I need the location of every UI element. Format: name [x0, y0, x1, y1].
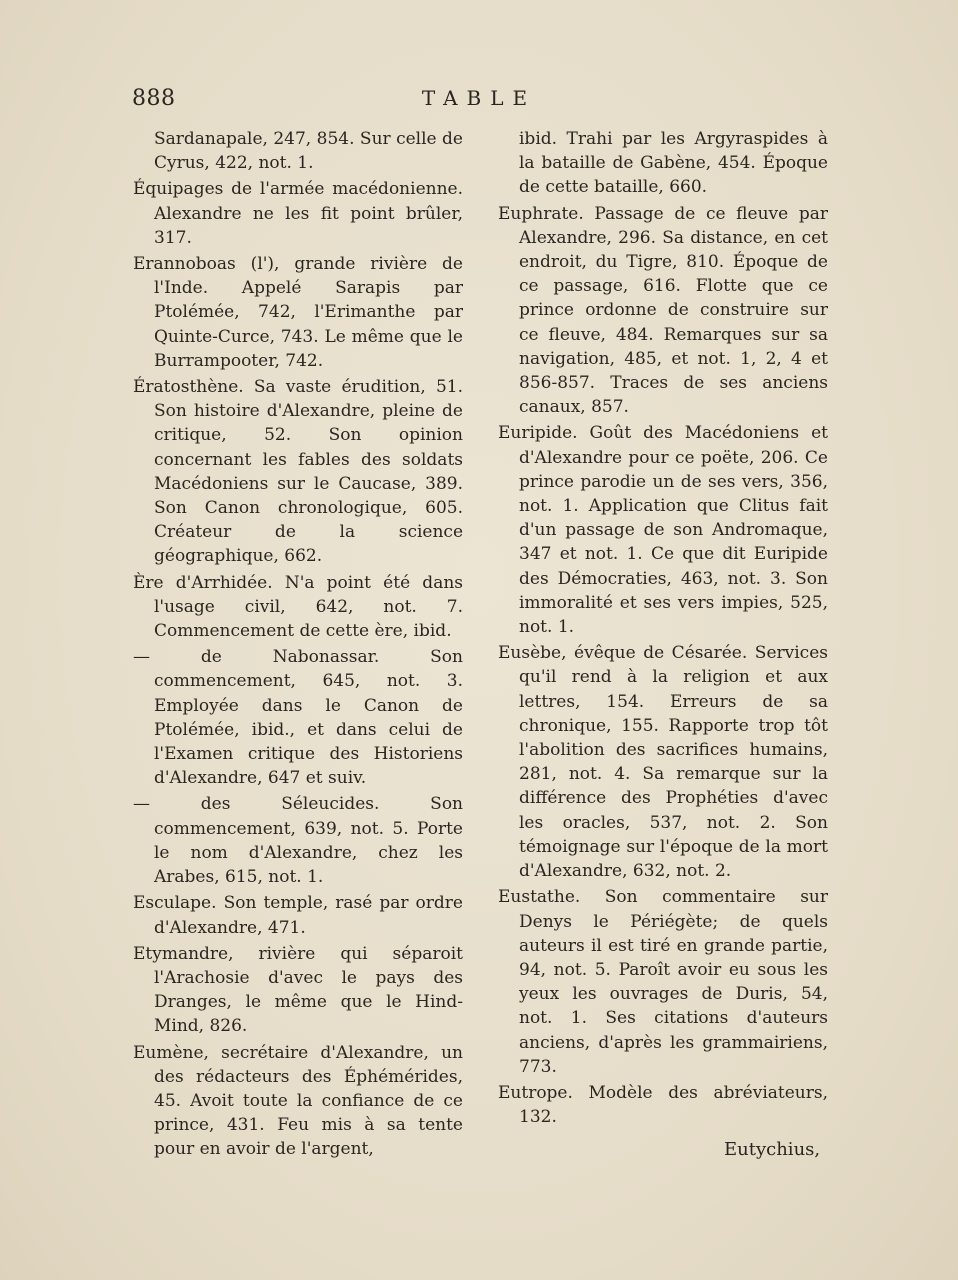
index-entry: Etymandre, rivière qui séparoit l'Arachosie d'avec le pays des Dranges, le même que le Hind-Mind, 826.: [133, 943, 463, 1037]
index-column-left: [133, 127, 463, 1164]
index-entry: Équipages de l'armée macédonienne. Alexandre ne les fit point brûler, 317.: [133, 179, 463, 248]
index-entry: Ératosthène. Sa vaste érudition, 51. Son histoire d'Alexandre, pleine de critique, 52. Son opinion concernant les fables des soldats Macédoniens sur le Caucase, 389. Son Canon chronologique, 605. Créateur de la science géographique, 662.: [133, 377, 463, 567]
index-entry: — des Séleucides. Son commencement, 639, not. 5. Porte le nom d'Alexandre, chez les Arabes, 615, not. 1.: [133, 794, 463, 888]
index-entry: ibid. Trahi par les Argyraspides à la bataille de Gabène, 454. Époque de cette bataille, 660.: [519, 129, 828, 198]
catchword: Eutychius,: [724, 1139, 821, 1160]
index-entry: Sardanapale, 247, 854. Sur celle de Cyrus, 422, not. 1.: [154, 129, 463, 174]
index-entry: Eustathe. Son commentaire sur Denys le Périégète; de quels auteurs il est tiré en grande partie, 94, not. 5. Paroît avoir eu sous les yeux les ouvrages de Duris, 54, not. 1. Ses citations d'auteurs anciens, d'après les grammairiens, 773.: [498, 887, 828, 1077]
index-entry: Erannoboas (l'), grande rivière de l'Inde. Appelé Sarapis par Ptolémée, 742, l'Erimanthe par Quinte-Curce, 743. Le même que le Burrampooter, 742.: [133, 254, 463, 371]
index-entry: Eusèbe, évêque de Césarée. Services qu'il rend à la religion et aux lettres, 154. Erreurs de sa chronique, 155. Rapporte trop tôt l'abolition des sacrifices humains, 281, not. 4. Sa remarque sur la différence des Prophéties d'avec les oracles, 537, not. 2. Son témoignage sur l'époque de la mort d'Alexandre, 632, not. 2.: [498, 643, 828, 882]
index-column-right: [498, 127, 828, 1131]
index-entry: Eutrope. Modèle des abréviateurs, 132.: [498, 1082, 828, 1128]
running-title: TABLE: [421, 86, 537, 110]
index-entry: Ère d'Arrhidée. N'a point été dans l'usage civil, 642, not. 7. Commencement de cette ère, ibid.: [133, 572, 463, 642]
index-entry: — de Nabonassar. Son commencement, 645, not. 3. Employée dans le Canon de Ptolémée, ibid., et dans celui de l'Examen critique des Historiens d'Alexandre, 647 et suiv.: [133, 647, 463, 789]
page-number: 888: [132, 86, 176, 111]
index-entry: Euphrate. Passage de ce fleuve par Alexandre, 296. Sa distance, en cet endroit, du Tigre, 810. Époque de ce passage, 616. Flotte que ce prince ordonne de construire sur ce fleuve, 484. Remarques sur sa navigation, 485, et not. 1, 2, 4 et 856-857. Traces de ses anciens canaux, 857.: [498, 203, 828, 418]
index-entry: Euripide. Goût des Macédoniens et d'Alexandre pour ce poëte, 206. Ce prince parodie un de ses vers, 356, not. 1. Application que Clitus fait d'un passage de son Andromaque, 347 et not. 1. Ce que dit Euripide des Démocraties, 463, not. 3. Son immoralité et ses vers impies, 525, not. 1.: [498, 423, 828, 638]
index-entry: Esculape. Son temple, rasé par ordre d'Alexandre, 471.: [133, 893, 463, 938]
index-entry: Eumène, secrétaire d'Alexandre, un des rédacteurs des Éphémérides, 45. Avoit toute la confiance de ce prince, 431. Feu mis à sa tente pour en avoir de l'argent,: [133, 1042, 463, 1160]
